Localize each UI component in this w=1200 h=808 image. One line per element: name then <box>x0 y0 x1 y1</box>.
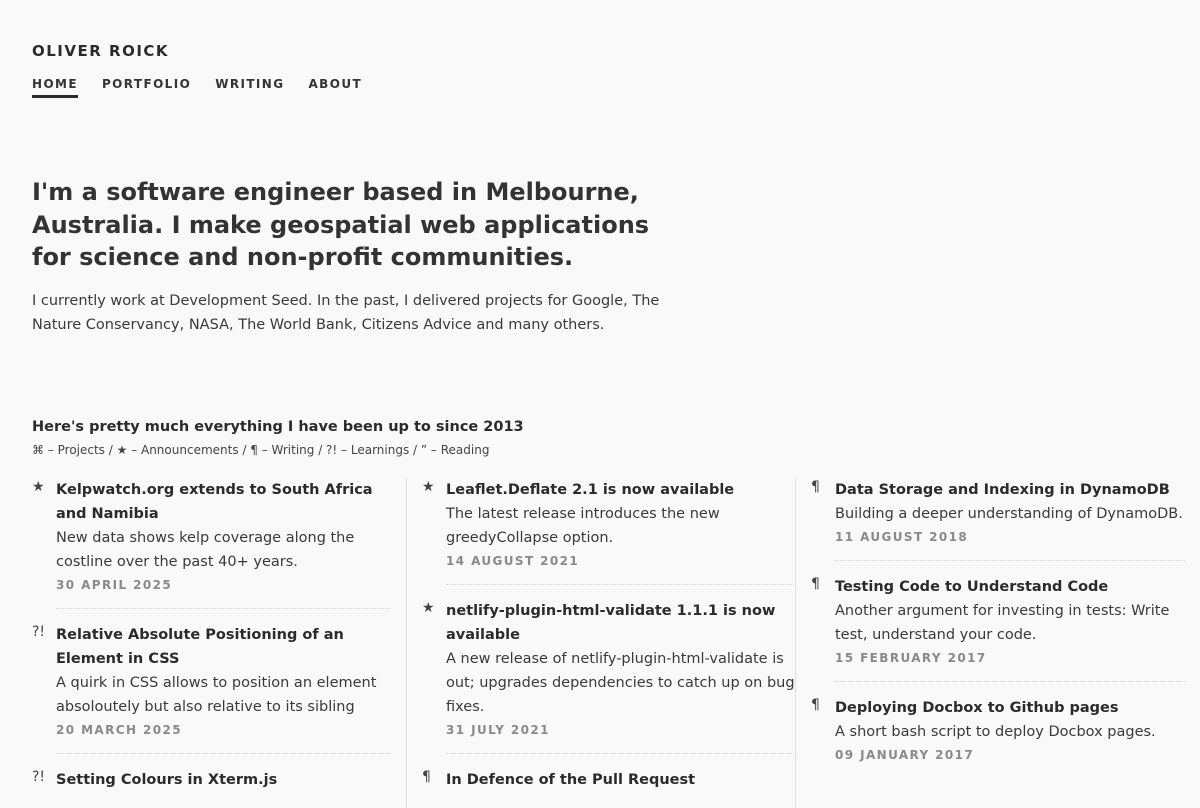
star-icon: ★ <box>422 600 435 616</box>
feed-column-2 <box>406 478 796 808</box>
entry-divider <box>835 560 1185 561</box>
intro-text: I currently work at Development Seed. In the past, I delivered projects for Google, The Nature Conservancy, NASA, The World Bank, Citizens Advice and many others. <box>32 293 660 333</box>
entry-date: 30 APRIL 2025 <box>56 578 173 592</box>
feed-entry <box>32 478 390 594</box>
entry-title[interactable]: In Defence of the Pull Request <box>446 772 696 788</box>
feed-legend: ⌘ – Projects / ★ – Announcements / ¶ – Writing / ?! – Learnings / ” – Reading <box>32 443 490 457</box>
entry-divider <box>56 608 390 609</box>
entry-divider <box>446 753 796 754</box>
feed-heading: Here's pretty much everything I have been up to since 2013 <box>32 419 524 435</box>
nav-about[interactable]: ABOUT <box>308 77 363 91</box>
feed-entry <box>811 575 1193 667</box>
entry-date: 09 JANUARY 2017 <box>835 748 975 762</box>
entry-divider <box>56 753 390 754</box>
main-nav <box>32 77 362 98</box>
feed-entry <box>422 599 804 739</box>
entry-description: The latest release introduces the new greedyCollapse option. <box>446 506 720 546</box>
entry-title[interactable]: Setting Colours in Xterm.js <box>56 772 278 788</box>
entry-description: A quirk in CSS allows to position an element absoloutely but also relative to its sibling <box>56 675 377 715</box>
entry-description: New data shows kelp coverage along the costline over the past 40+ years. <box>56 530 355 570</box>
entry-title[interactable]: Testing Code to Understand Code <box>835 579 1109 595</box>
entry-description: Building a deeper understanding of DynamoDB. <box>835 506 1183 522</box>
feed-entry <box>32 623 390 739</box>
entry-date: 20 MARCH 2025 <box>56 723 182 737</box>
star-icon: ★ <box>32 479 45 495</box>
feed-entry <box>32 768 390 792</box>
entry-title[interactable]: Leaflet.Deflate 2.1 is now available <box>446 482 735 498</box>
feed-column-3 <box>795 478 1185 808</box>
entry-divider <box>446 584 796 585</box>
feed-column-1 <box>32 478 390 792</box>
intro-heading: I'm a software engineer based in Melbourne, Australia. I make geospatial web applications for science and non-profit communities. <box>32 178 650 271</box>
entry-description: A new release of netlify-plugin-html-validate is out; upgrades dependencies to catch up on bug fixes. <box>446 651 795 715</box>
pilcrow-icon: ¶ <box>422 769 431 785</box>
entry-title[interactable]: Kelpwatch.org extends to South Africa and Namibia <box>56 482 373 522</box>
feed-entry <box>811 696 1193 764</box>
entry-title[interactable]: Data Storage and Indexing in DynamoDB <box>835 482 1170 498</box>
feed-entry <box>422 478 804 570</box>
entry-divider <box>835 681 1185 682</box>
entry-date: 31 JULY 2021 <box>446 723 550 737</box>
nav-portfolio[interactable]: PORTFOLIO <box>101 77 192 91</box>
entry-title[interactable]: Deploying Docbox to Github pages <box>835 700 1119 716</box>
feed-entry <box>422 768 804 792</box>
entry-description: Another argument for investing in tests: Write test, understand your code. <box>835 603 1170 643</box>
pilcrow-icon: ¶ <box>811 576 820 592</box>
entry-date: 11 AUGUST 2018 <box>835 530 969 544</box>
entry-title[interactable]: netlify-plugin-html-validate 1.1.1 is now available <box>446 603 776 643</box>
pilcrow-icon: ¶ <box>811 697 820 713</box>
learning-icon: ?! <box>32 769 46 785</box>
site-title[interactable]: OLIVER ROICK <box>32 42 170 60</box>
nav-writing[interactable]: WRITING <box>215 77 285 91</box>
entry-title[interactable]: Relative Absolute Positioning of an Element in CSS <box>56 627 344 667</box>
nav-home[interactable]: HOME <box>32 77 78 98</box>
feed-entry <box>811 478 1193 546</box>
learning-icon: ?! <box>32 624 46 640</box>
entry-date: 15 FEBRUARY 2017 <box>835 651 987 665</box>
entry-description: A short bash script to deploy Docbox pages. <box>835 724 1156 740</box>
entry-date: 14 AUGUST 2021 <box>446 554 580 568</box>
pilcrow-icon: ¶ <box>811 479 820 495</box>
star-icon: ★ <box>422 479 435 495</box>
